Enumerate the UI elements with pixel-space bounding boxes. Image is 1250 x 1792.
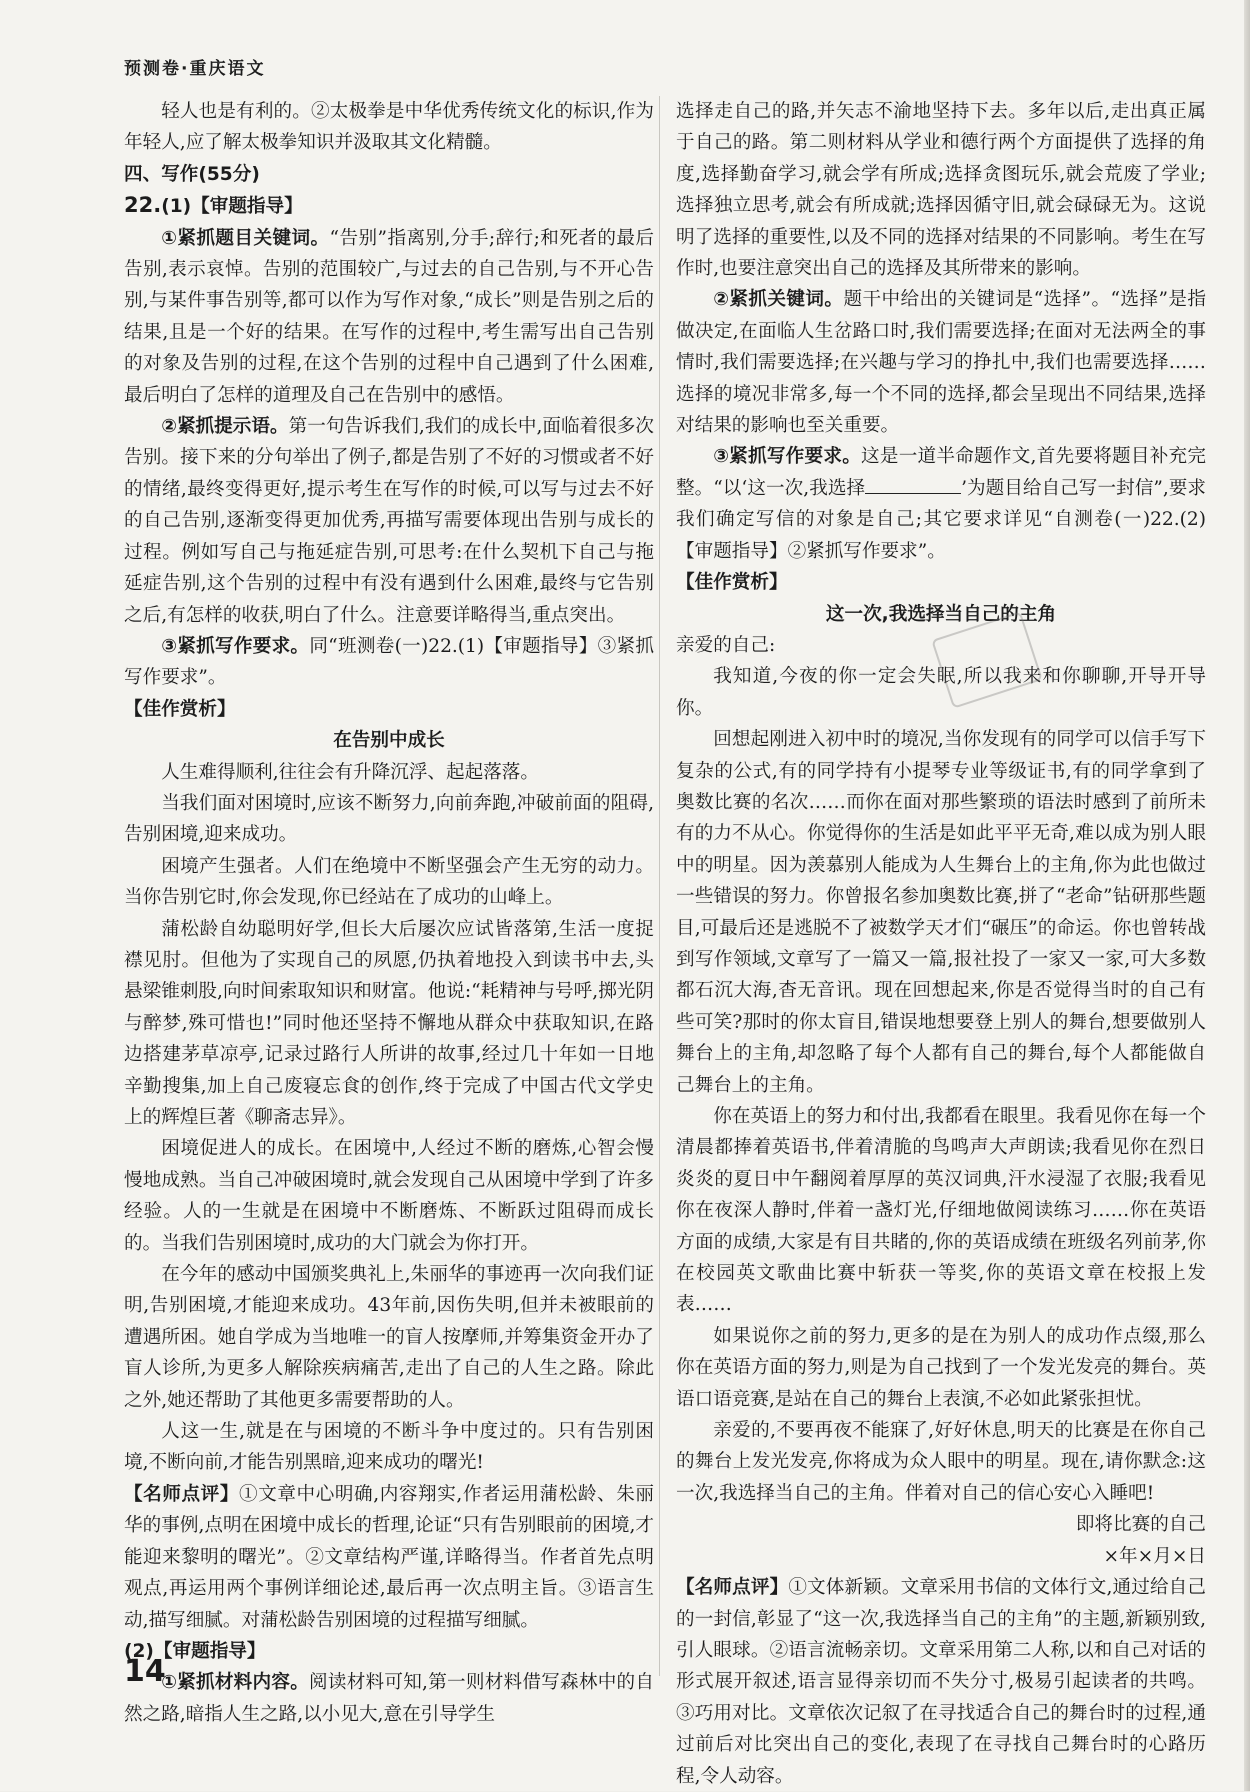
teacher-comment2-text: ①文体新颖。文章采用书信的文体行文,通过给自己的一封信,彰显了“这一次,我选择当自己的主角”的主题,新颖别致,引人眼球。②语言流畅亲切。文章采用第二人称,以和自己对话的形式展开叙述,语言显得亲切而不失分寸,极易引起读者的共鸣。③巧用对比。文章依次记叙了在寻找适合自己的舞台时的过程,通过前后对比突出自己的变化,表现了在寻找自己舞台时的心路历程,令人动容。 [676, 1577, 1206, 1787]
prompt-text: 第一句告诉我们,我们的成长中,面临着很多次告别。接下来的分句举出了例子,都是告别了不好的习惯或者不好的情绪,最终变得更好,提示考生在写作的时候,可以写与过去不好的自己告别,逐渐变得更加优秀,再描写需要体现出告别与成长的过程。例如写自己与拖延症告别,可思考:在什么契机下自己与拖延症告别,这个告别的过程中有没有遇到什么困难,最终与它告别之后,有怎样的收获,明白了什么。注意要详略得当,重点突出。 [124, 416, 655, 626]
left-column [124, 96, 654, 1730]
prompt-label: ②紧抓提示语。 [161, 416, 289, 438]
essay-paragraph: 困境促进人的成长。在困境中,人经过不断的磨炼,心智会慢慢地成熟。当自己冲破困境时,就会发现自己从困境中学到了许多经验。人的一生就是在困境中不断磨炼、不断跃过阻碍而成长的。当我们告别困境时,成功的大门就会为你打开。 [124, 1138, 654, 1254]
essay-paragraph: 困境产生强者。人们在绝境中不断坚强会产生无穷的动力。当你告别它时,你会发现,你已经站在了成功的山峰上。 [124, 855, 654, 909]
q22-number: 22. [124, 193, 162, 218]
requirement-label: ③紧抓写作要求。 [161, 635, 310, 657]
letter-paragraph: 亲爱的,不要再夜不能寐了,好好休息,明天的比赛是在你自己的舞台上发光发亮,你将成为众人眼中的明星。现在,请你默念:这一次,我选择当自己的主角。伴着对自己的信心安心入睡吧! [676, 1420, 1206, 1504]
page-edge [1244, 0, 1250, 1791]
keyword2-label: ②紧抓关键词。 [713, 289, 844, 311]
teacher-comment-text: ①文章中心明确,内容翔实,作者运用蒲松龄、朱丽华的事例,点明在困境中成长的哲理,论证“只有告别眼前的困境,才能迎来黎明的曙光”。②文章结构严谨,详略得当。作者首先点明观点,再运用两个事例详细论述,最后再一次点明主旨。③语言生动,描写细腻。对蒲松龄告别困境的过程描写细腻。 [124, 1483, 654, 1631]
requirement2-text-a: 这是一道半命题作文,首先要将题目补充完整。“以‘这一次,我选择 [676, 446, 1206, 499]
essay2-section-label: 【佳作赏析】 [676, 572, 788, 594]
letter-date: ×年×月×日 [1103, 1545, 1206, 1567]
material-label: ①紧抓材料内容。 [161, 1672, 310, 1694]
requirement2-label: ③紧抓写作要求。 [713, 446, 862, 468]
letter-greeting: 亲爱的自己: [676, 634, 776, 656]
letter-paragraph: 如果说你之前的努力,更多的是在为别人的成功作点缀,那么你在英语方面的努力,则是为自己找到了一个发光发亮的舞台。英语口语竞赛,是站在自己的舞台上表演,不必如此紧张担忧。 [676, 1325, 1206, 1410]
letter-signature: 即将比赛的自己 [1075, 1514, 1206, 1536]
keyword-label: ①紧抓题目关键词。 [161, 227, 330, 249]
essay-paragraph: 人这一生,就是在与困境的不断斗争中度过的。只有告别困境,不断向前,才能告别黑暗,迎来成功的曙光! [124, 1421, 654, 1474]
requirement2-text-b: ’为题目给自己写一封信”,要求我们确定写信的对象是自己;其它要求详见“自测卷(一)22.(2)【审题指导】②紧抓写作要求”。 [676, 477, 1207, 562]
essay2-title: 这一次,我选择当自己的主角 [825, 603, 1057, 625]
essay-paragraph: 蒲松龄自幼聪明好学,但长大后屡次应试皆落第,生活一度捉襟见肘。但他为了实现自己的夙愿,仍执着地投入到读书中去,头悬梁锥刺股,向时间索取知识和财富。他说:“耗精神与号呼,掷光阴与醉梦,殊可惜也!”同时他还坚持不懈地从群众中获取知识,在路边搭建茅草凉亭,记录过路行人所讲的故事,经过几十年如一日地辛勤搜集,加上自己废寝忘食的创作,终于完成了中国古代文学史上的辉煌巨著《聊斋志异》。 [124, 918, 654, 1128]
material-continuation: 选择走自己的路,并矢志不渝地坚持下去。多年以后,走出真正属于自己的路。第二则材料从学业和德行两个方面提供了选择的角度,选择勤奋学习,就会学有所成;选择贪图玩乐,就会荒废了学业;选择独立思考,就会有所成就;选择因循守旧,就会碌碌无为。这说明了选择的重要性,以及不同的选择对结果的不同影响。考生在写作时,也要注意突出自己的选择及其所带来的影响。 [676, 101, 1206, 280]
requirement-text: 同“班测卷(一)22.(1)【审题指导】③紧抓写作要求”。 [124, 635, 654, 689]
running-head: 预测卷·重庆语文 [124, 59, 266, 79]
part2-heading: (2)【审题指导】 [124, 1640, 266, 1662]
essay-title: 在告别中成长 [333, 730, 445, 752]
teacher-comment2 [676, 1572, 1206, 1792]
keyword-paragraph [124, 223, 654, 411]
keyword2-text: 题干中给出的关键词是“选择”。“选择”是指做决定,在面临人生岔路口时,我们需要选择;在面对无法两全的事情时,我们需要选择;在兴趣与学习的挣扎中,我们也需要选择……选择的境况非常多,每一个不同的选择,都会呈现出不同结果,选择对结果的影响也至关重要。 [676, 289, 1206, 437]
material-text: 阅读材料可知,第一则材料借写森林中的自然之路,暗指人生之路,以小见大,意在引导学生 [124, 1672, 654, 1725]
requirement-paragraph [124, 631, 654, 694]
keyword2-paragraph [676, 284, 1206, 441]
teacher-comment2-label: 【名师点评】 [676, 1577, 789, 1599]
fill-in-blank [865, 475, 961, 494]
essay-paragraph: 人生难得顺利,往往会有升降沉浮、起起落落。 [161, 761, 539, 783]
q22-part1-heading [124, 190, 654, 222]
essay-paragraph: 在今年的感动中国颁奖典礼上,朱丽华的事迹再一次向我们证明,告别困境,才能迎来成功。43年前,因伤失明,但并未被眼前的遭遇所困。她自学成为当地唯一的盲人按摩师,并筹集资金开办了盲人诊所,为更多人解除疾病痛苦,走出了自己的人生之路。除此之外,她还帮助了其他更多需要帮助的人。 [124, 1264, 654, 1411]
requirement2-paragraph [676, 441, 1206, 567]
right-column [676, 96, 1206, 1792]
q22-part1-label: (1)【审题指导】 [161, 196, 303, 218]
essay-section-label: 【佳作赏析】 [124, 698, 236, 720]
column-divider [659, 96, 660, 1676]
letter-paragraph: 你在英语上的努力和付出,我都看在眼里。我看见你在每一个清晨都捧着英语书,伴着清脆的鸟鸣声大声朗读;我看见你在烈日炎炎的夏日中午翻阅着厚厚的英汉词典,汗水浸湿了衣服;我看见你在夜深人静时,伴着一盏灯光,仔细地做阅读练习……你在英语方面的成绩,大家是有目共睹的,你的英语成绩在班级名列前茅,你在校园英文歌曲比赛中斩获一等奖,你的英语文章在校报上发表…… [676, 1106, 1206, 1316]
letter-paragraph: 我知道,今夜的你一定会失眠,所以我来和你聊聊,开导开导你。 [676, 666, 1206, 719]
letter-paragraph: 回想起刚进入初中时的境况,当你发现有的同学可以信手写下复杂的公式,有的同学持有小提琴专业等级证书,有的同学拿到了奥数比赛的名次……而你在面对那些繁琐的语法时感到了前所未有的力不从心。你觉得你的生活是如此平平无奇,难以成为别人眼中的明星。因为羡慕别人能成为人生舞台上的主角,你为此也做过一些错误的努力。你曾报名参加奥数比赛,拼了“老命”钻研那些题目,可最后还是逃脱不了被数学天才们“碾压”的命运。你也曾转战到写作领域,文章写了一篇又一篇,报社投了一家又一家,可大多数都石沉大海,杳无音讯。现在回想起来,你是否觉得当时的自己有些可笑?那时的你太盲目,错误地想要登上别人的舞台,想要做别人舞台上的主角,却忽略了每个人都有自己的舞台,每个人都能做自己舞台上的主角。 [676, 729, 1206, 1096]
teacher-comment-label: 【名师点评】 [124, 1483, 240, 1505]
prompt-paragraph [124, 411, 654, 631]
material-paragraph [124, 1667, 654, 1730]
teacher-comment [124, 1479, 654, 1636]
keyword-text: “告别”指离别,分手;辞行;和死者的最后告别,表示哀悼。告别的范围较广,与过去的自己告别,与不开心告别,与某件事告别等,都可以作为写作对象,“成长”则是告别之后的结果,且是一个好的结果。在写作的过程中,考生需写出自己告别的对象及告别的过程,在这个告别的过程中自己遇到了什么困难,最后明白了怎样的道理及自己在告别中的感悟。 [124, 227, 655, 406]
essay-paragraph: 当我们面对困境时,应该不断努力,向前奔跑,冲破前面的阻碍,告别困境,迎来成功。 [124, 792, 654, 846]
page-number: 14 [124, 1654, 166, 1689]
intro-paragraph: 轻人也是有利的。②太极拳是中华优秀传统文化的标识,作为年轻人,应了解太极拳知识并汲取其文化精髓。 [124, 101, 654, 154]
section-heading-writing: 四、写作(55分) [124, 163, 260, 185]
